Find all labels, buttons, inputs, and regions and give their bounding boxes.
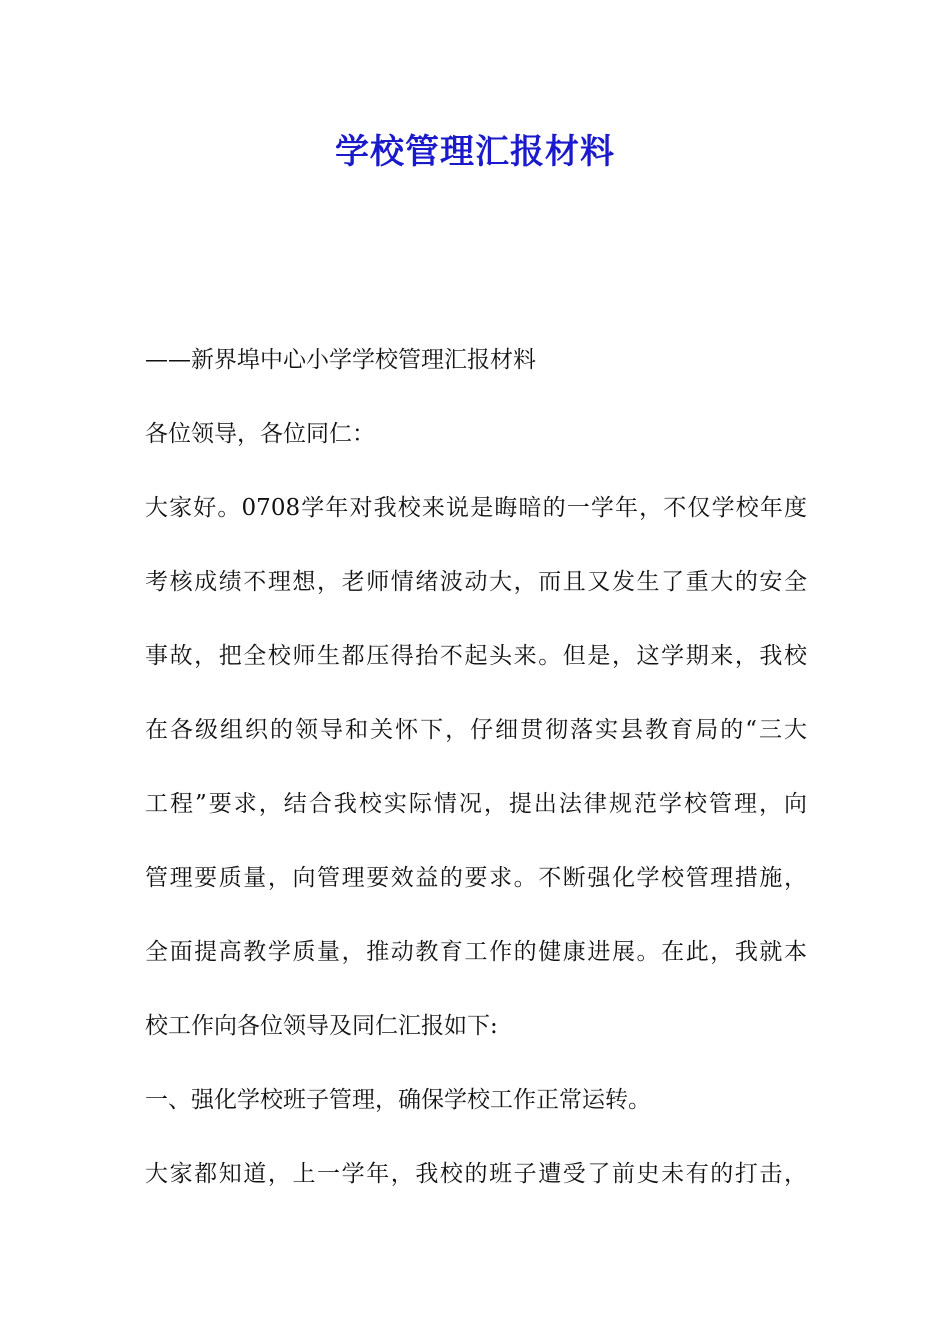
paragraph-line: 工程”要求，结合我校实际情况，提出法律规范学校管理，向 xyxy=(145,791,807,817)
paragraph-line: 大家都知道，上一学年，我校的班子遭受了前史未有的打击， xyxy=(145,1161,807,1187)
paragraph-line: 管理要质量，向管理要效益的要求。不断强化学校管理措施， xyxy=(145,865,807,891)
section-heading: 一、强化学校班子管理，确保学校工作正常运转。 xyxy=(145,1087,651,1113)
document-title: 学校管理汇报材料 xyxy=(335,132,615,172)
salutation-line: 各位领导，各位同仁： xyxy=(145,421,375,447)
paragraph-line: 全面提高教学质量，推动教育工作的健康进展。在此，我就本 xyxy=(145,939,807,965)
paragraph-line: 事故，把全校师生都压得抬不起头来。但是，这学期来，我校 xyxy=(145,643,807,669)
document-body xyxy=(145,323,807,1211)
paragraph-line: 考核成绩不理想，老师情绪波动大，而且又发生了重大的安全 xyxy=(145,569,807,595)
subtitle-line: ——新界埠中心小学学校管理汇报材料 xyxy=(145,347,536,373)
paragraph-line: 大家好。0708学年对我校来说是晦暗的一学年，不仅学校年度 xyxy=(145,495,807,521)
paragraph-line: 校工作向各位领导及同仁汇报如下: xyxy=(145,1013,498,1039)
paragraph-line: 在各级组织的领导和关怀下，仔细贯彻落实县教育局的“三大 xyxy=(145,717,807,743)
